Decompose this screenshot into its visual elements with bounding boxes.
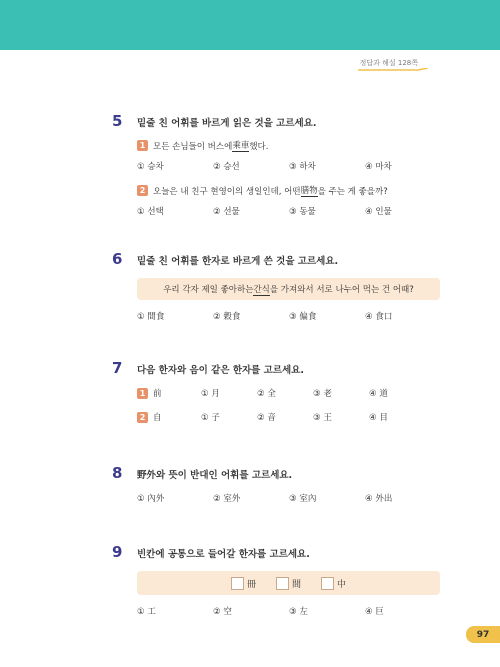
answer-option[interactable]: ④ 外出	[365, 494, 393, 504]
question-number: 8	[112, 464, 123, 482]
answer-options	[137, 605, 442, 617]
blank-square[interactable]	[231, 577, 244, 590]
subquestion-1: 1 모든 손님들이 버스에 乘車 했다.	[137, 139, 442, 152]
question-number: 9	[112, 543, 123, 561]
answer-option[interactable]: ③ 老	[313, 389, 332, 399]
answer-option[interactable]: ① 內外	[137, 494, 165, 504]
question-number: 5	[112, 112, 123, 130]
answer-option[interactable]: ④ 인물	[365, 207, 392, 217]
answer-option[interactable]: ① 月	[201, 389, 220, 399]
page-number: 97	[466, 626, 500, 643]
question-hanja: 野外	[137, 470, 157, 481]
underlined-word: 간식	[253, 284, 270, 295]
subquestion-badge: 2	[137, 185, 148, 196]
question-text: 빈칸에 공통으로 들어갈 한자를 고르세요.	[137, 549, 310, 560]
answer-option[interactable]: ② 全	[257, 389, 276, 399]
answer-option[interactable]: ① 승차	[137, 162, 164, 172]
answer-options	[137, 160, 442, 172]
underlined-word: 膳物	[300, 186, 318, 196]
answer-option[interactable]: ④ 目	[369, 413, 388, 423]
answer-option[interactable]: ② 音	[257, 413, 276, 423]
answer-option[interactable]: ③ 하차	[289, 162, 316, 172]
answer-option[interactable]: ① 間食	[137, 312, 165, 322]
blank-partner-char: 間	[291, 579, 301, 590]
subquestion-2: 2 오늘은 내 친구 현영이의 생일인데, 어떤 膳物 을 주는 게 좋을까?	[137, 184, 442, 197]
question-text: 밑줄 친 어휘를 한자로 바르게 쓴 것을 고르세요.	[137, 256, 339, 267]
question-text: 다음 한자와 음이 같은 한자를 고르세요.	[137, 365, 304, 376]
blank-partner-char: 中	[337, 579, 347, 590]
answer-option[interactable]: ② 穀食	[213, 312, 241, 322]
answer-options	[137, 492, 442, 504]
question-number: 6	[112, 250, 123, 268]
answer-option[interactable]: ④ 마차	[365, 162, 392, 172]
subquestion-2	[137, 411, 442, 423]
question-5	[112, 112, 442, 217]
blank-square[interactable]	[321, 577, 334, 590]
subquestion-badge: 1	[137, 388, 148, 399]
example-sentence-box: 우리 각자 제일 좋아하는 간식 을 가져와서 서로 나누어 먹는 건 어때?	[137, 278, 440, 300]
answer-option[interactable]: ② 室外	[213, 494, 241, 504]
blank-square[interactable]	[276, 577, 289, 590]
answer-option[interactable]: ② 선물	[213, 207, 240, 217]
header-band	[0, 0, 500, 50]
answer-option[interactable]: ③ 王	[313, 413, 332, 423]
question-7	[112, 359, 442, 423]
question-text: 와 뜻이 반대인 어휘를 고르세요.	[156, 470, 293, 481]
answer-option[interactable]: ③ 室內	[289, 494, 317, 504]
answer-option[interactable]: ① 선택	[137, 207, 164, 217]
answer-options	[137, 310, 442, 322]
blank-box	[137, 571, 440, 595]
subquestion-1	[137, 387, 442, 399]
answer-option[interactable]: ③ 偏食	[289, 312, 317, 322]
question-number: 7	[112, 359, 123, 377]
question-8	[112, 464, 442, 504]
answer-option[interactable]: ③ 左	[289, 607, 308, 617]
answer-reference-underline	[358, 68, 428, 72]
answer-option[interactable]: ① 工	[137, 607, 156, 617]
answer-option[interactable]: ③ 동물	[289, 207, 316, 217]
given-character: 前	[153, 389, 162, 399]
answer-option[interactable]: ④ 道	[369, 389, 388, 399]
given-character: 自	[153, 413, 162, 423]
answer-option[interactable]: ② 空	[213, 607, 232, 617]
answer-option[interactable]: ④ 食口	[365, 312, 393, 322]
question-6	[112, 250, 442, 322]
question-text: 밑줄 친 어휘를 바르게 읽은 것을 고르세요.	[137, 118, 317, 129]
subquestion-badge: 2	[137, 412, 148, 423]
answer-option[interactable]: ① 子	[201, 413, 220, 423]
subquestion-badge: 1	[137, 140, 148, 151]
answer-option[interactable]: ④ 巨	[365, 607, 384, 617]
blank-partner-char: 冊	[246, 579, 256, 590]
answer-options	[137, 205, 442, 217]
underlined-word: 乘車	[232, 141, 250, 151]
answer-option[interactable]: ② 승선	[213, 162, 240, 172]
answer-reference: 정답과 해설 128쪽	[359, 59, 418, 67]
question-9	[112, 543, 442, 617]
